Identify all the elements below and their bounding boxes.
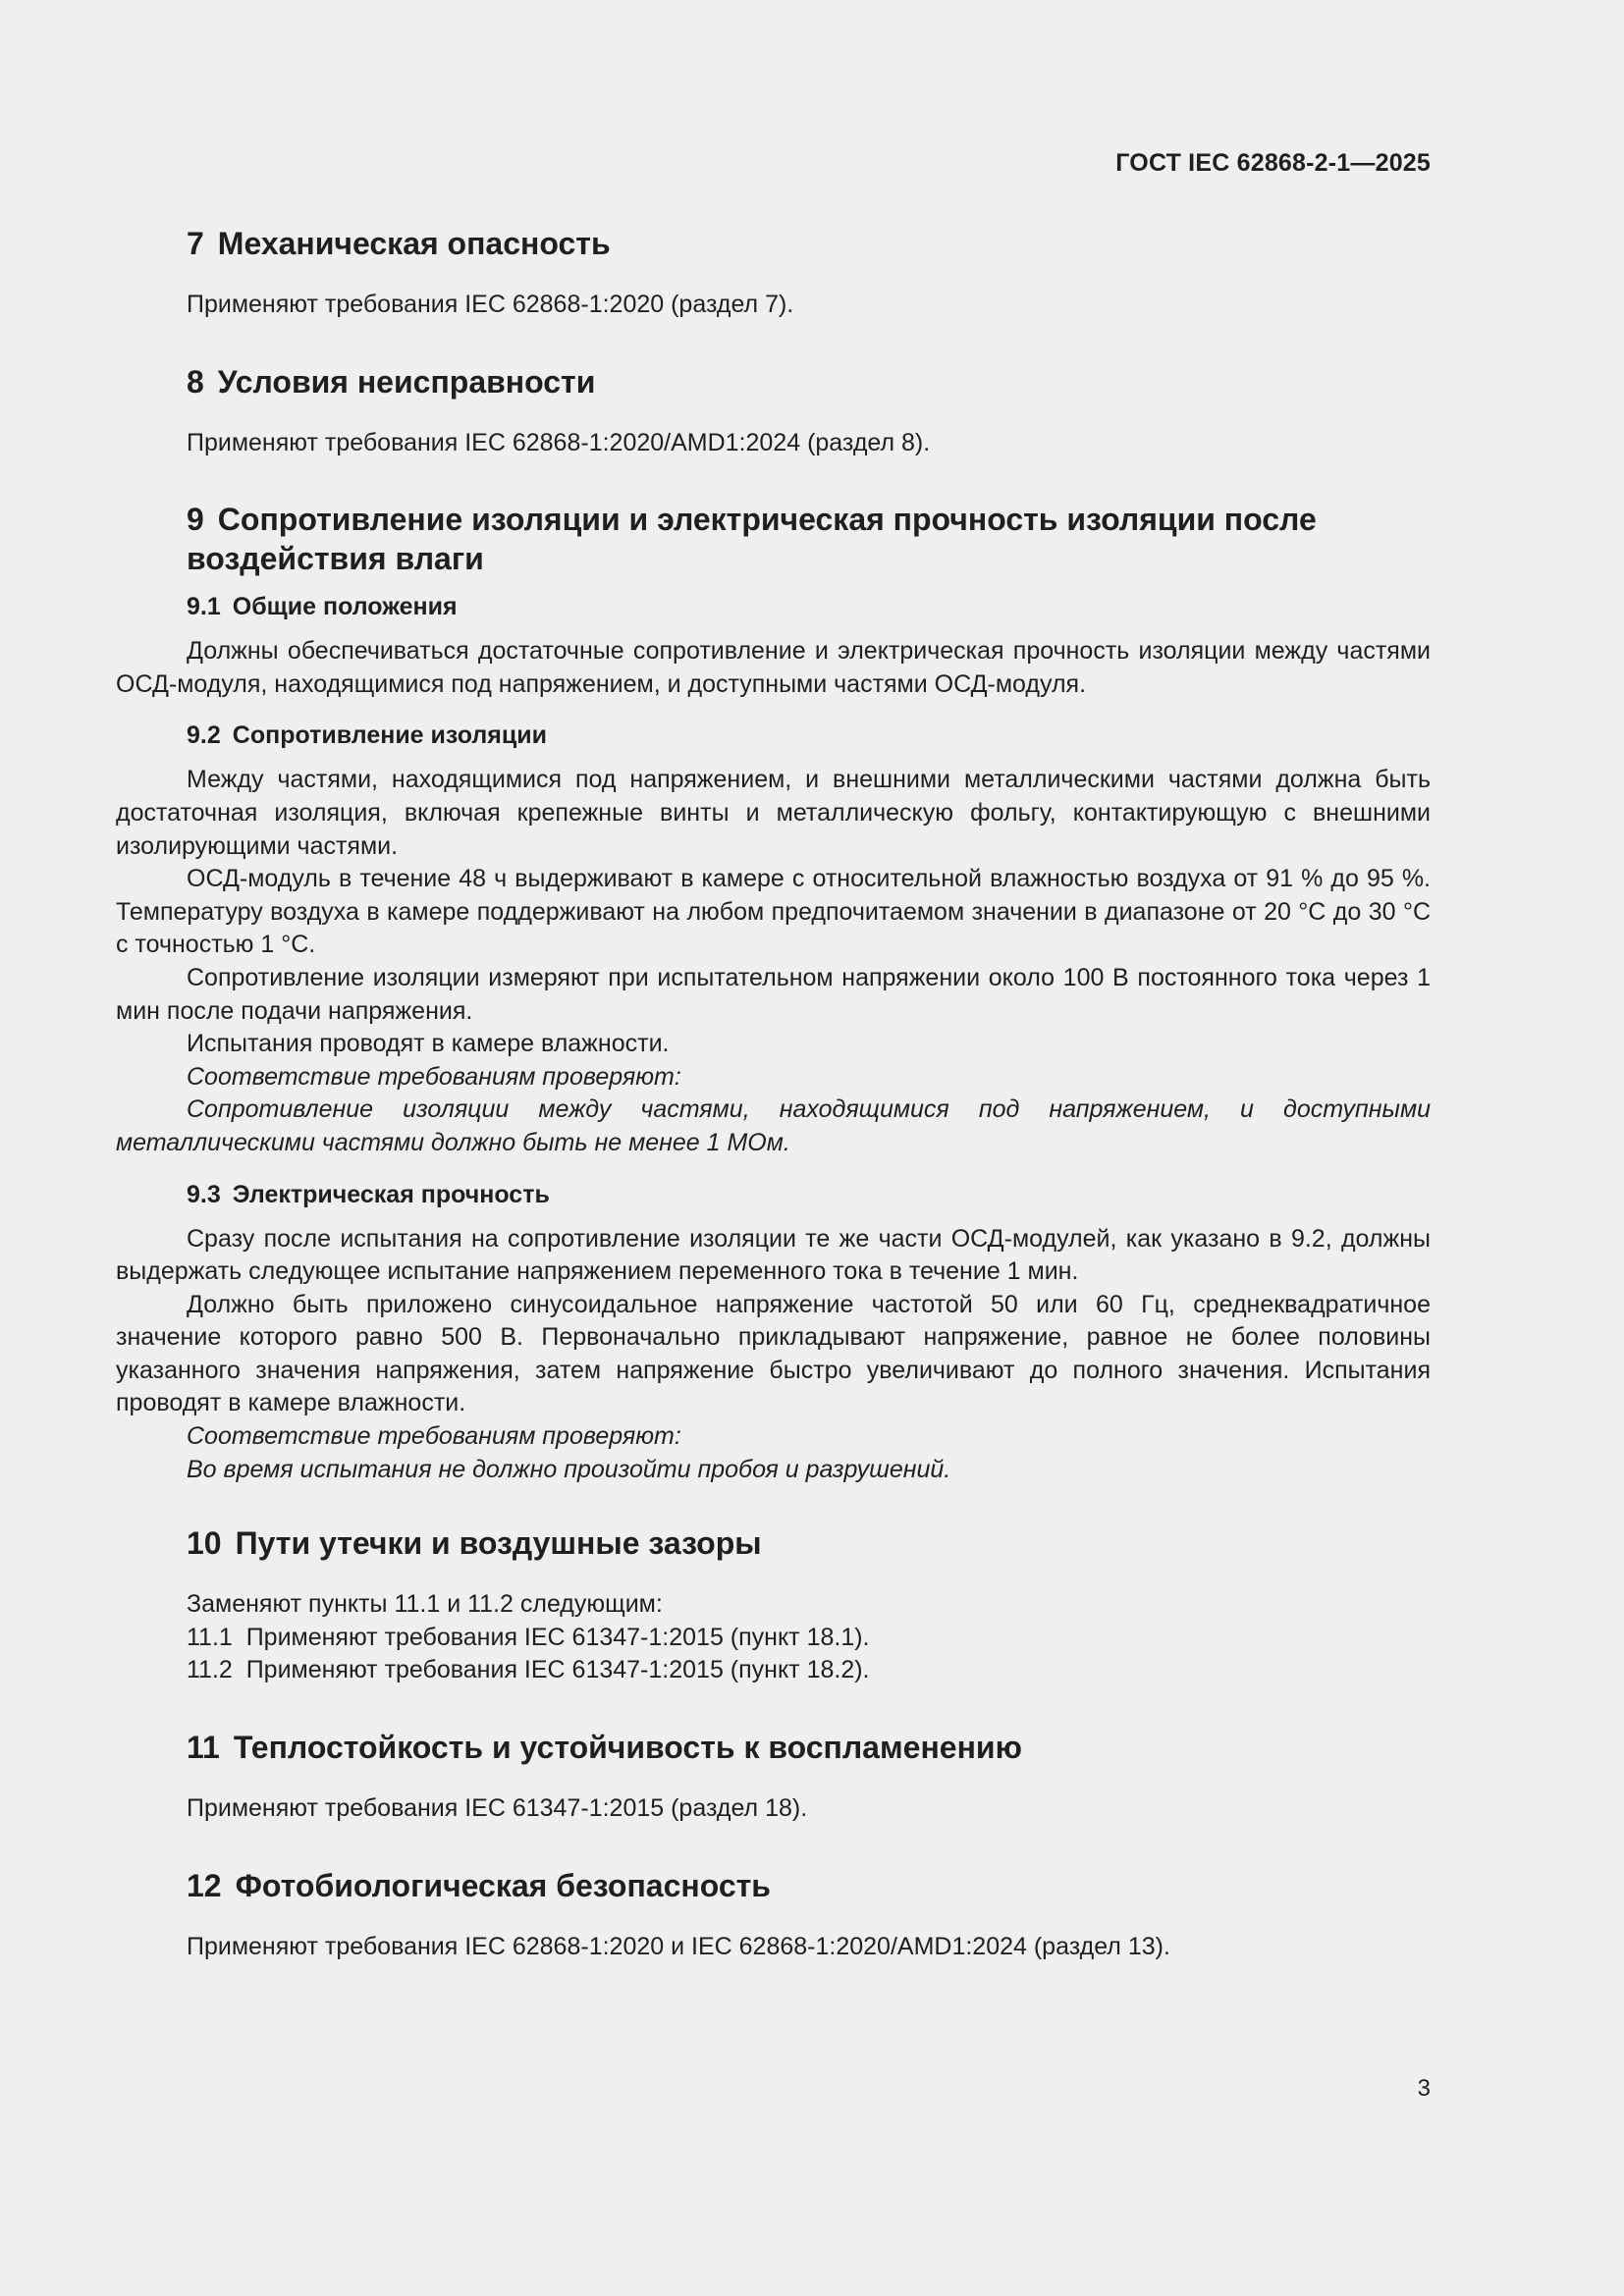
- subsection-number: 9.1: [187, 593, 221, 621]
- subsection-title: Сопротивление изоляции: [232, 721, 547, 750]
- subsection-number: 9.2: [187, 721, 221, 750]
- section-number: 11: [187, 1730, 220, 1766]
- paragraph: Сопротивление изоляции измеряют при испытательном напряжении около 100 В постоянного тока через 1 мин после подачи напряжения.: [116, 963, 1431, 1025]
- subsection-9-3: [116, 1178, 1431, 1487]
- paragraph: Между частями, находящимися под напряжением, и внешними металлическими частями должна быть достаточная изоляция, включая крепежные винты и металлическую фольгу, контактирующую с внешними изолирующими частями.: [116, 766, 1431, 860]
- section-heading: [116, 1728, 1431, 1767]
- subsection-heading: [116, 719, 1431, 752]
- italic-paragraph: Соответствие требованиям проверяют:: [187, 1422, 681, 1451]
- section-number: 9: [187, 502, 204, 538]
- section-heading: [116, 362, 1431, 401]
- italic-paragraph: Сопротивление изоляции между частями, находящимися под напряжением, и доступными металлическими частями должно быть не менее 1 МОм.: [116, 1095, 1431, 1156]
- section-number: 12: [187, 1867, 222, 1903]
- section-8: [116, 362, 1431, 460]
- page-content: [116, 224, 1431, 1963]
- section-number: 10: [187, 1525, 222, 1562]
- subsection-heading: [116, 1178, 1431, 1211]
- section-11: [116, 1728, 1431, 1826]
- section-7: [116, 224, 1431, 322]
- paragraph: Испытания проводят в камере влажности.: [187, 1030, 670, 1058]
- section-12: [116, 1866, 1431, 1964]
- section-title: Условия неисправности: [217, 363, 596, 400]
- section-title: Механическая опасность: [217, 226, 611, 261]
- paragraph: Применяют требования IEC 61347-1:2015 (раздел 18).: [187, 1794, 808, 1823]
- paragraph: Применяют требования IEC 62868-1:2020/AMD1:2024 (раздел 8).: [187, 428, 931, 456]
- section-heading: [116, 1523, 1431, 1563]
- document-code-header: ГОСТ IEC 62868-2-1—2025: [1115, 149, 1431, 177]
- paragraph: 11.2 Применяют требования IEC 61347-1:2015 (пункт 18.2).: [187, 1656, 870, 1684]
- subsection-9-2: [116, 719, 1431, 1159]
- paragraph: Должны обеспечиваться достаточные сопротивление и электрическая прочность изоляции между частями ОСД-модуля, находящимися под напряжением, и доступными частями ОСД-модуля.: [116, 637, 1431, 698]
- section-number: 8: [187, 363, 204, 400]
- paragraph: Заменяют пункты 11.1 и 11.2 следующим:: [187, 1590, 663, 1619]
- paragraph: Сразу после испытания на сопротивление изоляции те же части ОСД-модулей, как указано в 9.2, должны выдержать следующее испытание напряжением переменного тока в течение 1 мин.: [116, 1224, 1431, 1286]
- subsection-number: 9.3: [187, 1180, 221, 1208]
- subsection-title: Общие положения: [232, 593, 458, 621]
- section-title: Сопротивление изоляции и электрическая прочность изоляции после воздействия влаги: [187, 502, 1317, 577]
- paragraph: 11.1 Применяют требования IEC 61347-1:2015 (пункт 18.1).: [187, 1623, 870, 1651]
- italic-paragraph: Во время испытания не должно произойти пробоя и разрушений.: [187, 1455, 951, 1483]
- section-title: Теплостойкость и устойчивость к воспламенению: [233, 1730, 1022, 1766]
- subsection-9-1: [116, 590, 1431, 701]
- section-9: [116, 500, 1431, 1486]
- paragraph: Применяют требования IEC 62868-1:2020 и IEC 62868-1:2020/AMD1:2024 (раздел 13).: [187, 1932, 1170, 1960]
- section-title: Фотобиологическая безопасность: [235, 1867, 771, 1903]
- paragraph: Должно быть приложено синусоидальное напряжение частотой 50 или 60 Гц, среднеквадратичное значение которого равно 500 В. Первоначально прикладывают напряжение, равное не более половины указанного значения напряжения, затем напряжение быстро увеличивают до полного значения. Испытания проводят в камере влажности.: [116, 1290, 1431, 1417]
- section-heading: [116, 500, 1431, 578]
- paragraph: ОСД-модуль в течение 48 ч выдерживают в камере с относительной влажностью воздуха от 91 % до 95 %. Температуру воздуха в камере поддерживают на любом предпочитаемом значении в диапазоне от 20 °C до 30 °C с точностью 1 °C.: [116, 865, 1431, 959]
- paragraph: Применяют требования IEC 62868-1:2020 (раздел 7).: [187, 291, 794, 318]
- section-heading: [116, 1866, 1431, 1905]
- italic-paragraph: Соответствие требованиям проверяют:: [187, 1062, 681, 1091]
- subsection-heading: [116, 590, 1431, 623]
- section-heading: [116, 224, 1431, 263]
- subsection-title: Электрическая прочность: [232, 1180, 550, 1208]
- section-title: Пути утечки и воздушные зазоры: [235, 1525, 762, 1562]
- section-10: [116, 1523, 1431, 1687]
- section-number: 7: [187, 226, 204, 261]
- page-number: 3: [1417, 2075, 1431, 2102]
